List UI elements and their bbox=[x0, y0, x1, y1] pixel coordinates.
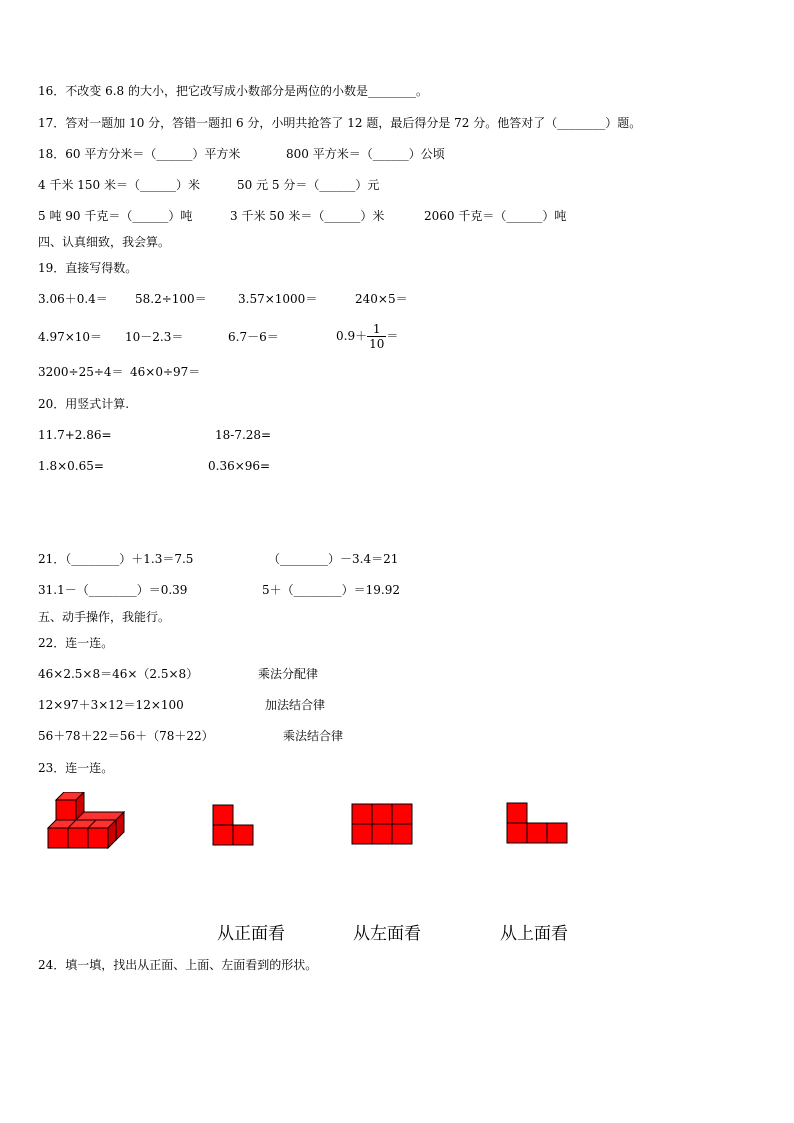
view-shape-wide-l bbox=[506, 802, 568, 844]
question-18-b: 800 平方米＝（______）公顷 bbox=[286, 147, 445, 161]
q22-left-item: 46×2.5×8＝46×（2.5×8） bbox=[38, 667, 199, 681]
view-shape-rectangle bbox=[351, 803, 413, 845]
question-18-f: 3 千米 50 米＝（______）米 bbox=[230, 209, 385, 223]
q19-item: 58.2÷100＝ bbox=[135, 292, 207, 306]
fraction-suffix: ＝ bbox=[386, 329, 399, 343]
q22-left-item: 56＋78＋22＝56＋（78＋22） bbox=[38, 729, 214, 743]
q19-item: 3.06＋0.4＝ bbox=[38, 292, 108, 306]
q20-item: 0.36×96= bbox=[208, 459, 271, 473]
q20-item: 1.8×0.65= bbox=[38, 459, 104, 473]
question-16: 16．不改变 6.8 的大小，把它改写成小数部分是两位的小数是________。 bbox=[38, 84, 428, 98]
question-17: 17．答对一题加 10 分，答错一题扣 6 分，小明共抢答了 12 题，最后得分是 72 分。他答对了（________）题。 bbox=[38, 116, 642, 130]
q19-item: 240×5＝ bbox=[355, 292, 408, 306]
view-label-front: 从正面看 bbox=[217, 924, 285, 944]
question-24: 24．填一填，找出从正面、上面、左面看到的形状。 bbox=[38, 958, 318, 972]
q19-item: 10－2.3＝ bbox=[125, 330, 184, 344]
question-18-a: 18．60 平方分米＝（______）平方米 bbox=[38, 147, 241, 161]
q22-right-item: 乘法分配律 bbox=[258, 667, 319, 681]
fraction-denominator: 10 bbox=[369, 337, 385, 351]
q20-item: 18-7.28= bbox=[215, 428, 272, 442]
question-21-a: 21．（________）＋1.3＝7.5 bbox=[38, 552, 194, 566]
question-18-d: 50 元 5 分＝（______）元 bbox=[237, 178, 380, 192]
q19-item: 46×0÷97＝ bbox=[130, 365, 201, 379]
question-18-g: 2060 千克＝（______）吨 bbox=[424, 209, 567, 223]
q19-item: 3.57×1000＝ bbox=[238, 292, 318, 306]
fraction bbox=[367, 322, 386, 351]
fraction-numerator: 1 bbox=[367, 322, 386, 337]
view-label-left: 从左面看 bbox=[353, 924, 421, 944]
q20-item: 11.7+2.86= bbox=[38, 428, 112, 442]
fraction-prefix: 0.9＋ bbox=[336, 329, 368, 343]
view-shape-l bbox=[212, 804, 256, 846]
cube-solid-figure bbox=[44, 792, 128, 854]
question-20-title: 20．用竖式计算. bbox=[38, 397, 130, 411]
q19-fraction-item bbox=[336, 316, 398, 356]
q22-right-item: 加法结合律 bbox=[265, 698, 326, 712]
section-5-heading: 五、动手操作，我能行。 bbox=[38, 610, 171, 624]
question-22-title: 22．连一连。 bbox=[38, 636, 114, 650]
q22-left-item: 12×97＋3×12＝12×100 bbox=[38, 698, 184, 712]
q19-item: 3200÷25÷4＝ bbox=[38, 365, 124, 379]
question-21-d: 5＋（________）＝19.92 bbox=[262, 583, 400, 597]
q19-item: 4.97×10＝ bbox=[38, 330, 103, 344]
q22-right-item: 乘法结合律 bbox=[283, 729, 344, 743]
view-label-top: 从上面看 bbox=[500, 924, 568, 944]
section-4-heading: 四、认真细致，我会算。 bbox=[38, 235, 171, 249]
q19-item: 6.7－6＝ bbox=[228, 330, 279, 344]
question-19-title: 19．直接写得数。 bbox=[38, 261, 138, 275]
question-21-b: （________）－3.4＝21 bbox=[268, 552, 399, 566]
question-23-title: 23．连一连。 bbox=[38, 761, 114, 775]
question-18-c: 4 千米 150 米＝（______）米 bbox=[38, 178, 200, 192]
question-18-e: 5 吨 90 千克＝（______）吨 bbox=[38, 209, 193, 223]
question-21-c: 31.1－（________）＝0.39 bbox=[38, 583, 188, 597]
